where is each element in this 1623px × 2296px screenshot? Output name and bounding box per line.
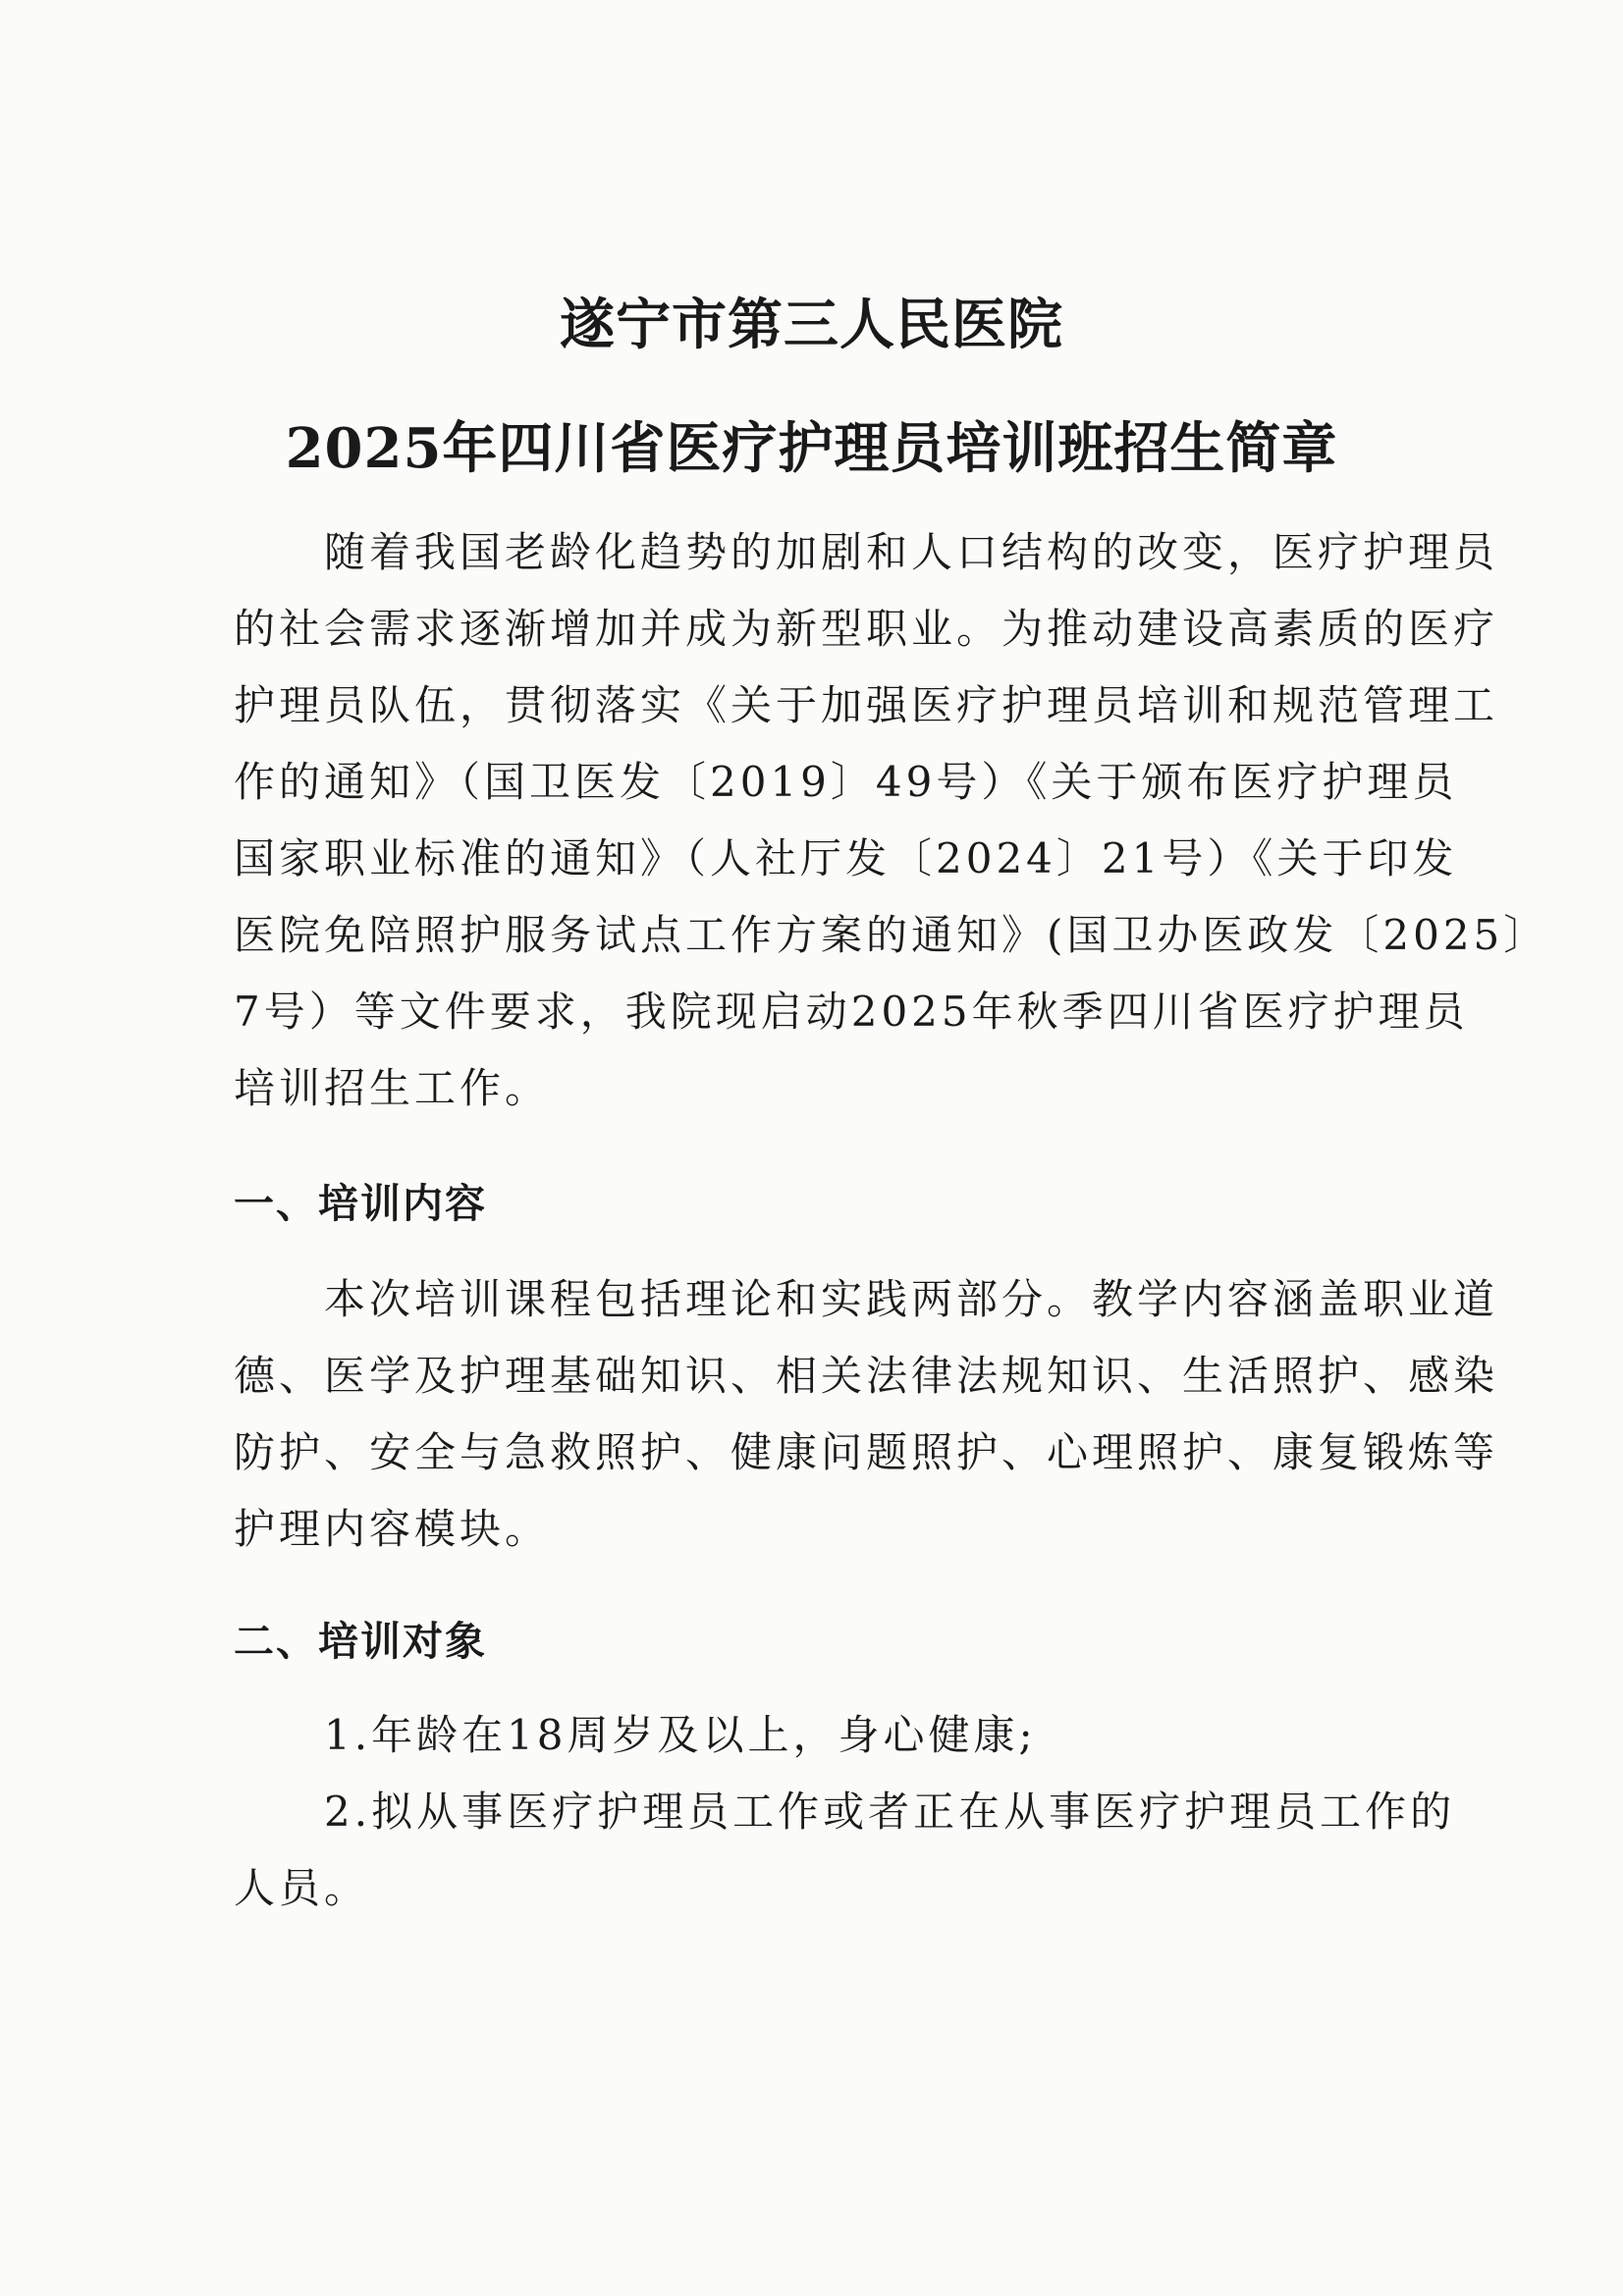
section-heading-training-content: 一、培训内容	[234, 1180, 487, 1227]
intro-line: 国家职业标准的通知》（人社厅发〔2024〕21号）《关于印发	[234, 834, 1458, 882]
intro-line: 7号）等文件要求，我院现启动2025年秋季四川省医疗护理员	[234, 988, 1469, 1036]
intro-line: 培训招生工作。	[234, 1064, 551, 1112]
intro-line: 护理员队伍，贯彻落实《关于加强医疗护理员培训和规范管理工	[234, 681, 1499, 729]
section2-line: 1.年龄在18周岁及以上，身心健康;	[234, 1711, 1037, 1759]
section-heading-training-target: 二、培训对象	[234, 1618, 487, 1665]
intro-line: 随着我国老龄化趋势的加剧和人口结构的改变，医疗护理员	[234, 528, 1499, 576]
section1-line: 护理内容模块。	[234, 1505, 551, 1553]
document-title-main: 2025年四川省医疗护理员培训班招生简章	[285, 416, 1338, 481]
section1-line: 防护、安全与急救照护、健康问题照护、心理照护、康复锻炼等	[234, 1428, 1499, 1476]
intro-line: 医院免陪照护服务试点工作方案的通知》(国卫办医政发〔2025〕	[234, 911, 1549, 959]
section1-line: 本次培训课程包括理论和实践两部分。教学内容涵盖职业道	[234, 1275, 1499, 1323]
intro-line: 的社会需求逐渐增加并成为新型职业。为推动建设高素质的医疗	[234, 605, 1499, 653]
section1-line: 德、医学及护理基础知识、相关法律法规知识、生活照护、感染	[234, 1352, 1499, 1400]
section2-line: 人员。	[234, 1864, 370, 1912]
section2-line: 2.拟从事医疗护理员工作或者正在从事医疗护理员工作的	[234, 1788, 1456, 1836]
intro-line: 作的通知》（国卫医发〔2019〕49号）《关于颁布医疗护理员	[234, 758, 1458, 806]
document-title-institution: 遂宁市第三人民医院	[560, 293, 1063, 357]
